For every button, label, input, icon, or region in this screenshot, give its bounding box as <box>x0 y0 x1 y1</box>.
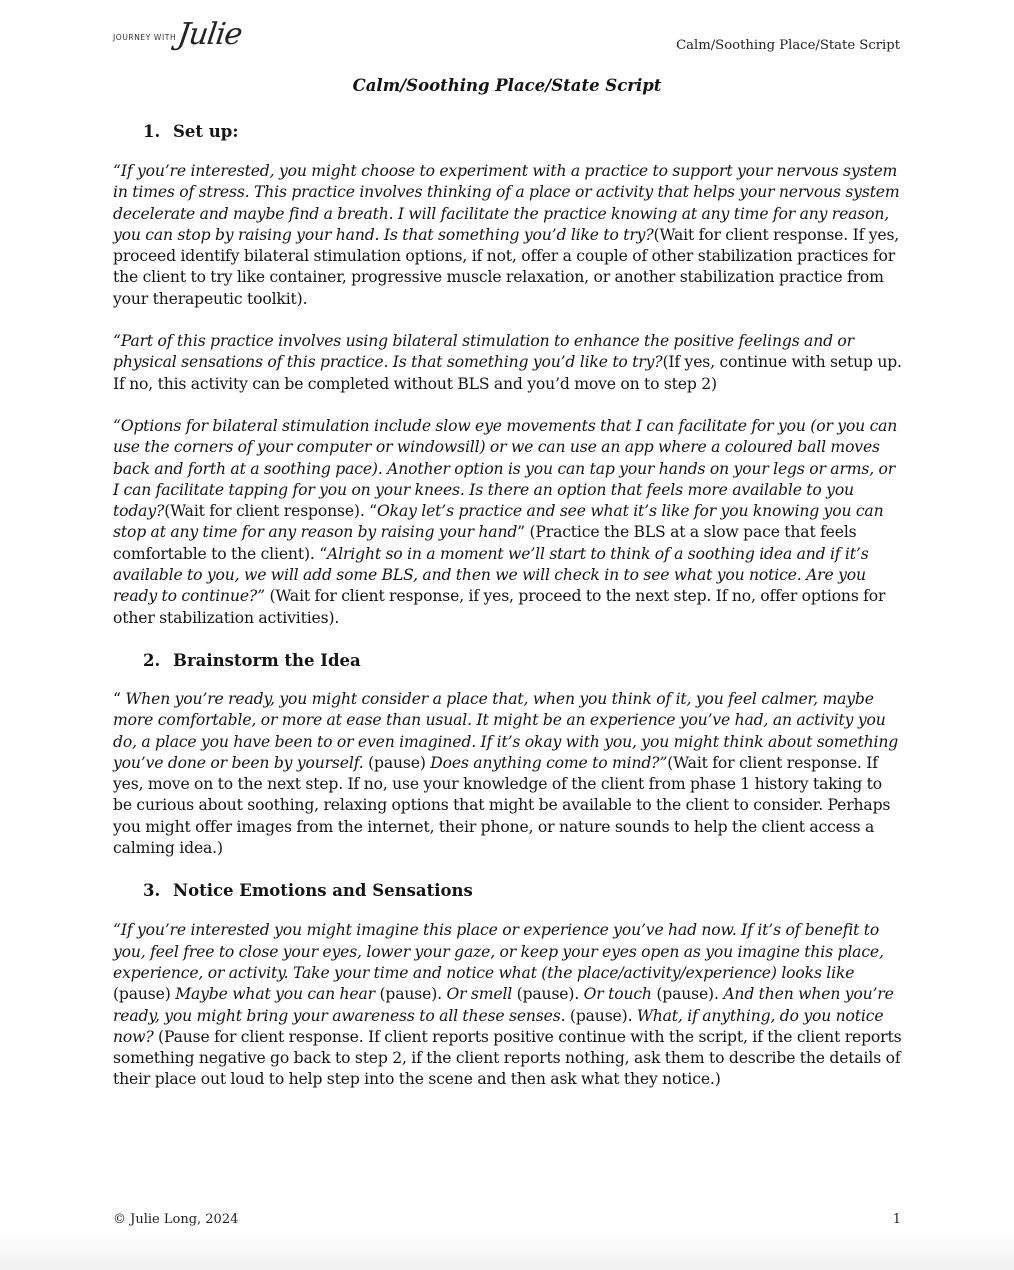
quoted-script-text: And then when you’re ready, you might bring your awareness to all these senses. <box>113 985 894 1025</box>
quoted-script-text: “Part of this practice involves using bilateral stimulation to enhance the positive feelings and or physical sensations of this practice. Is that something you’d like to try? <box>113 332 854 372</box>
instruction-text: (Wait for client response). “ <box>164 502 378 521</box>
document-title: Calm/Soothing Place/State Script <box>352 76 662 95</box>
section-number: 2. <box>143 650 161 670</box>
paragraph <box>113 920 903 1090</box>
instruction-text: ” (Practice the BLS at a slow pace that feels comfortable to the client). “ <box>113 523 857 563</box>
footer-copyright: © Julie Long, 2024 <box>113 1212 239 1227</box>
brand-logo <box>113 12 244 56</box>
section-number: 1. <box>143 122 161 141</box>
section-title: Notice Emotions and Sensations <box>173 881 473 901</box>
paragraph <box>113 161 903 310</box>
quoted-script-text: Or touch <box>583 985 652 1004</box>
quoted-script-text: Or smell <box>446 985 513 1004</box>
quoted-script-text: “Options for bilateral stimulation include slow eye movements that I can facilitate for you (or you can use the corners of your computer or windowsill) or we can use an app where a coloured ball moves back and forth at a soothing pace). Another option is you can tap your hands on your legs or arms, or I can facilitate tapping for you on your knees. Is there an option that feels more available to you today? <box>113 416 898 521</box>
quoted-script-text: Alright so in a moment we’ll start to think of a soothing idea and if it’s available to you, we will add some BLS, and then we will check in to see what you notice. Are you ready to continue?” <box>113 544 869 606</box>
instruction-text: (pause) <box>113 985 176 1004</box>
section-heading <box>113 648 903 674</box>
page-bottom-shade <box>0 1230 1014 1270</box>
section-heading <box>113 878 903 904</box>
quoted-script-text: What, if anything, do you notice now? <box>113 1006 884 1046</box>
quoted-script-text: Maybe what you can hear <box>175 985 375 1004</box>
instruction-text: (Wait for client response. If yes, proceed identify bilateral stimulation options, if not, offer a couple of other stabilization practices for the client to try like container, progressive muscle relaxation, or another stabilization practice from your therapeutic toolkit). <box>113 225 900 308</box>
instruction-text: (pause). <box>374 985 447 1004</box>
instruction-text: (pause). <box>565 1006 637 1025</box>
section-title: Brainstorm the Idea <box>173 650 361 670</box>
section-heading <box>113 119 903 145</box>
instruction-text: (Pause for client response. If client reports positive continue with the script, if the client reports something negative go back to step 2, if the client reports nothing, ask them to describe the details of their place out loud to help step into the scene and then ask what they notice.) <box>113 1027 902 1089</box>
section-setup <box>113 119 903 629</box>
section-number: 3. <box>143 881 161 901</box>
paragraph <box>113 689 903 859</box>
running-header-title: Calm/Soothing Place/State Script <box>676 38 900 53</box>
quoted-script-text: When you’re ready, you might consider a place that, when you think of it, you feel calmer, maybe more comfortable, or more at ease than usual. It might be an experience you’ve had, an activity you do, a place you have been to or even imagined. If it’s okay with you, you might think about something you’ve done or been by yourself. <box>113 689 899 772</box>
instruction-text: (pause). <box>651 985 724 1004</box>
section-notice-emotions <box>113 878 903 1090</box>
quoted-script-text: “If you’re interested you might imagine this place or experience you’ve had now. If it’s of benefit to you, feel free to close your eyes, lower your gaze, or keep your eyes open as you imagine this place, experience, or activity. Take your time and notice what (the place/activity/experience) looks like <box>113 921 884 982</box>
document-body <box>113 119 903 1091</box>
instruction-text: (If yes, continue with setup up. If no, this activity can be completed without BLS and you’d move on to step 2) <box>113 353 902 393</box>
quoted-script-text: Does anything come to mind?” <box>430 753 668 772</box>
quoted-script-text: “If you’re interested, you might choose to experiment with a practice to support your nervous system in times of stress. This practice involves thinking of a place or activity that helps your nervous system decelerate and maybe find a breath. I will facilitate the practice knowing at any time for any reason, you can stop by raising your hand. Is that something you’d like to try? <box>113 162 900 244</box>
footer-page-number: 1 <box>892 1212 901 1227</box>
quoted-script-text: Okay let’s practice and see what it’s like for you knowing you can stop at any time for any reason by raising your hand <box>113 502 884 542</box>
logo-small-text: JOURNEY WITH <box>113 32 177 42</box>
section-title: Set up: <box>173 122 239 141</box>
instruction-text: (Wait for client response, if yes, proceed to the next step. If no, offer options for other stabilization activities). <box>113 587 886 627</box>
instruction-text: (Wait for client response. If yes, move on to the next step. If no, use your knowledge of the client from phase 1 history taking to be curious about soothing, relaxing options that might be available to the client to consider. Perhaps you might offer images from the internet, their phone, or nature sounds to help the client access a calming idea.) <box>113 753 891 858</box>
paragraph <box>113 416 903 629</box>
logo-script-text: Julie <box>175 16 244 52</box>
section-brainstorm <box>113 648 903 859</box>
instruction-text: (pause). <box>512 985 584 1004</box>
instruction-text: “ <box>113 689 126 708</box>
instruction-text: (pause) <box>368 753 431 772</box>
paragraph <box>113 331 903 395</box>
